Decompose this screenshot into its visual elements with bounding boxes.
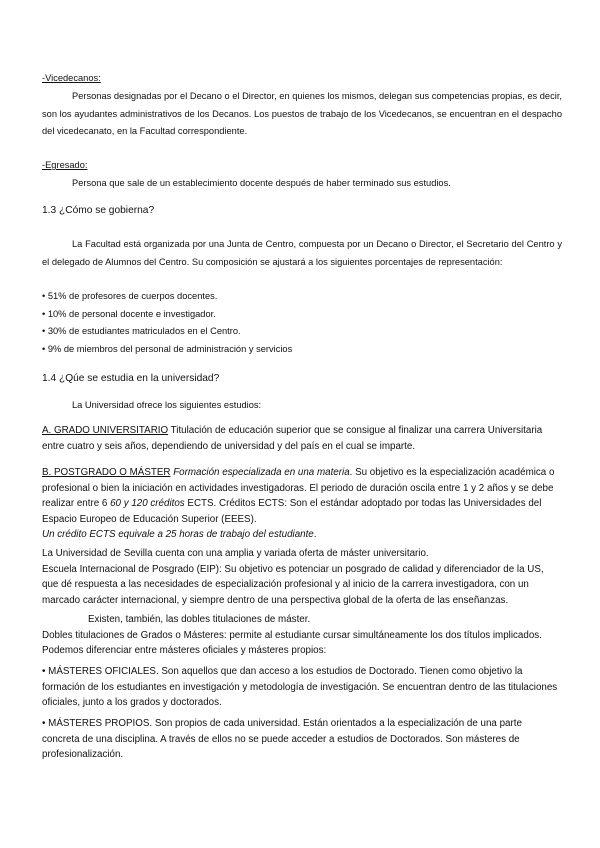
- list-item: • 51% de profesores de cuerpos docentes.: [42, 291, 218, 301]
- master-emphasis: Formación especializada en una materia: [173, 467, 350, 478]
- egresado-text: Persona que sale de un establecimiento docente después de haber terminado sus estudios.: [72, 178, 451, 188]
- section-1-3-heading: 1.3 ¿Cómo se gobierna?: [42, 205, 155, 216]
- list-item: • 9% de miembros del personal de administración y servicios: [42, 343, 293, 354]
- master-text-2: ECTS. Créditos ECTS: Son el estándar adoptado por todas las Universidades del Espacio Europeo de Educación Superior (EEES).: [42, 498, 542, 525]
- sevilla-block: [42, 546, 562, 608]
- sevilla-text-2: Escuela Internacional de Posgrado (EIP): Su objetivo es potenciar un posgrado de calidad y diferenciador de la US, que dé respuesta a las necesidades de especialización profesional y al inicio de la carrera investigadora, con un marcado carácter internacional, y siempre dentro de una perspectiva global de la oferta de las enseñanzas.: [42, 563, 544, 606]
- estudios-intro: La Universidad ofrece los siguientes estudios:: [72, 400, 262, 410]
- list-item: • 10% de personal docente e investigador.: [42, 308, 216, 319]
- master-label: B. POSTGRADO O MÁSTER: [42, 467, 171, 478]
- master-paragraph: [42, 465, 562, 543]
- ects-note: Un crédito ECTS equivale a 25 horas de trabajo del estudiante: [42, 529, 314, 540]
- master-text-1: . Su objetivo es la especialización académica o profesional o bien la iniciación en actividades investigadoras. El periodo de duración oscila entre 1 y 2 años y se debe realizar entre 6: [42, 467, 555, 509]
- ects-note-end: .: [313, 529, 317, 540]
- representation-list: [42, 288, 562, 358]
- sevilla-text-1: La Universidad de Sevilla cuenta con una amplia y variada oferta de máster universitario.: [42, 548, 429, 559]
- list-item: • 30% de estudiantes matriculados en el Centro.: [42, 326, 241, 336]
- egresado-heading: -Egresado:: [42, 160, 88, 170]
- dobles-text-3: Podemos diferenciar entre másteres oficiales y másteres propios:: [42, 645, 327, 656]
- dobles-block: [42, 612, 562, 659]
- vicedecanos-text: Personas designadas por el Decano o el Director, en quienes los mismos, delegan sus competencias propias, es decir, son los ayudantes administrativos de los Decanos. Los puestos de trabajo de los Vicedecanos, se encuentran en el despacho del vicedecanato, en la Facultad correspondiente.: [42, 91, 562, 136]
- masteres-propios: • MÁSTERES PROPIOS. Son propios de cada universidad. Están orientados a la especialización de una parte concreta de una disciplina. A través de ellos no se puede acceder a estudios de Doctorados. Son másteres de profesionalización.: [42, 718, 522, 760]
- dobles-text-1: Existen, también, las dobles titulaciones de máster.: [88, 614, 311, 625]
- masteres-oficiales: • MÁSTERES OFICIALES. Son aquellos que dan acceso a los estudios de Doctorado. Tienen como objetivo la formación de los estudiantes en investigación y metodología de investigación. Se encuentran dentro de las titulaciones oficiales, junto a los grados y doctorados.: [42, 666, 558, 708]
- gobierno-text: La Facultad está organizada por una Junta de Centro, compuesta por un Decano o Director, el Secretario del Centro y el delegado de Alumnos del Centro. Su composición se ajustará a los siguientes porcentajes de representación:: [42, 239, 562, 267]
- dobles-text-2: Dobles titulaciones de Grados o Másteres: permite al estudiante cursar simultáneamente los dos títulos implicados.: [42, 629, 542, 641]
- vicedecanos-heading: -Vicedecanos:: [42, 73, 101, 83]
- grado-paragraph: [42, 423, 562, 454]
- grado-text: Titulación de educación superior que se consigue al finalizar una carrera Universitaria entre cuatro y seis años, dependiendo de universidad y del país en el cual se imparte.: [42, 425, 543, 452]
- master-credits: 60 y 120 créditos: [110, 498, 185, 509]
- grado-label: A. GRADO UNIVERSITARIO: [42, 425, 169, 436]
- section-1-4-heading: 1.4 ¿Qúe se estudia en la universidad?: [42, 373, 220, 384]
